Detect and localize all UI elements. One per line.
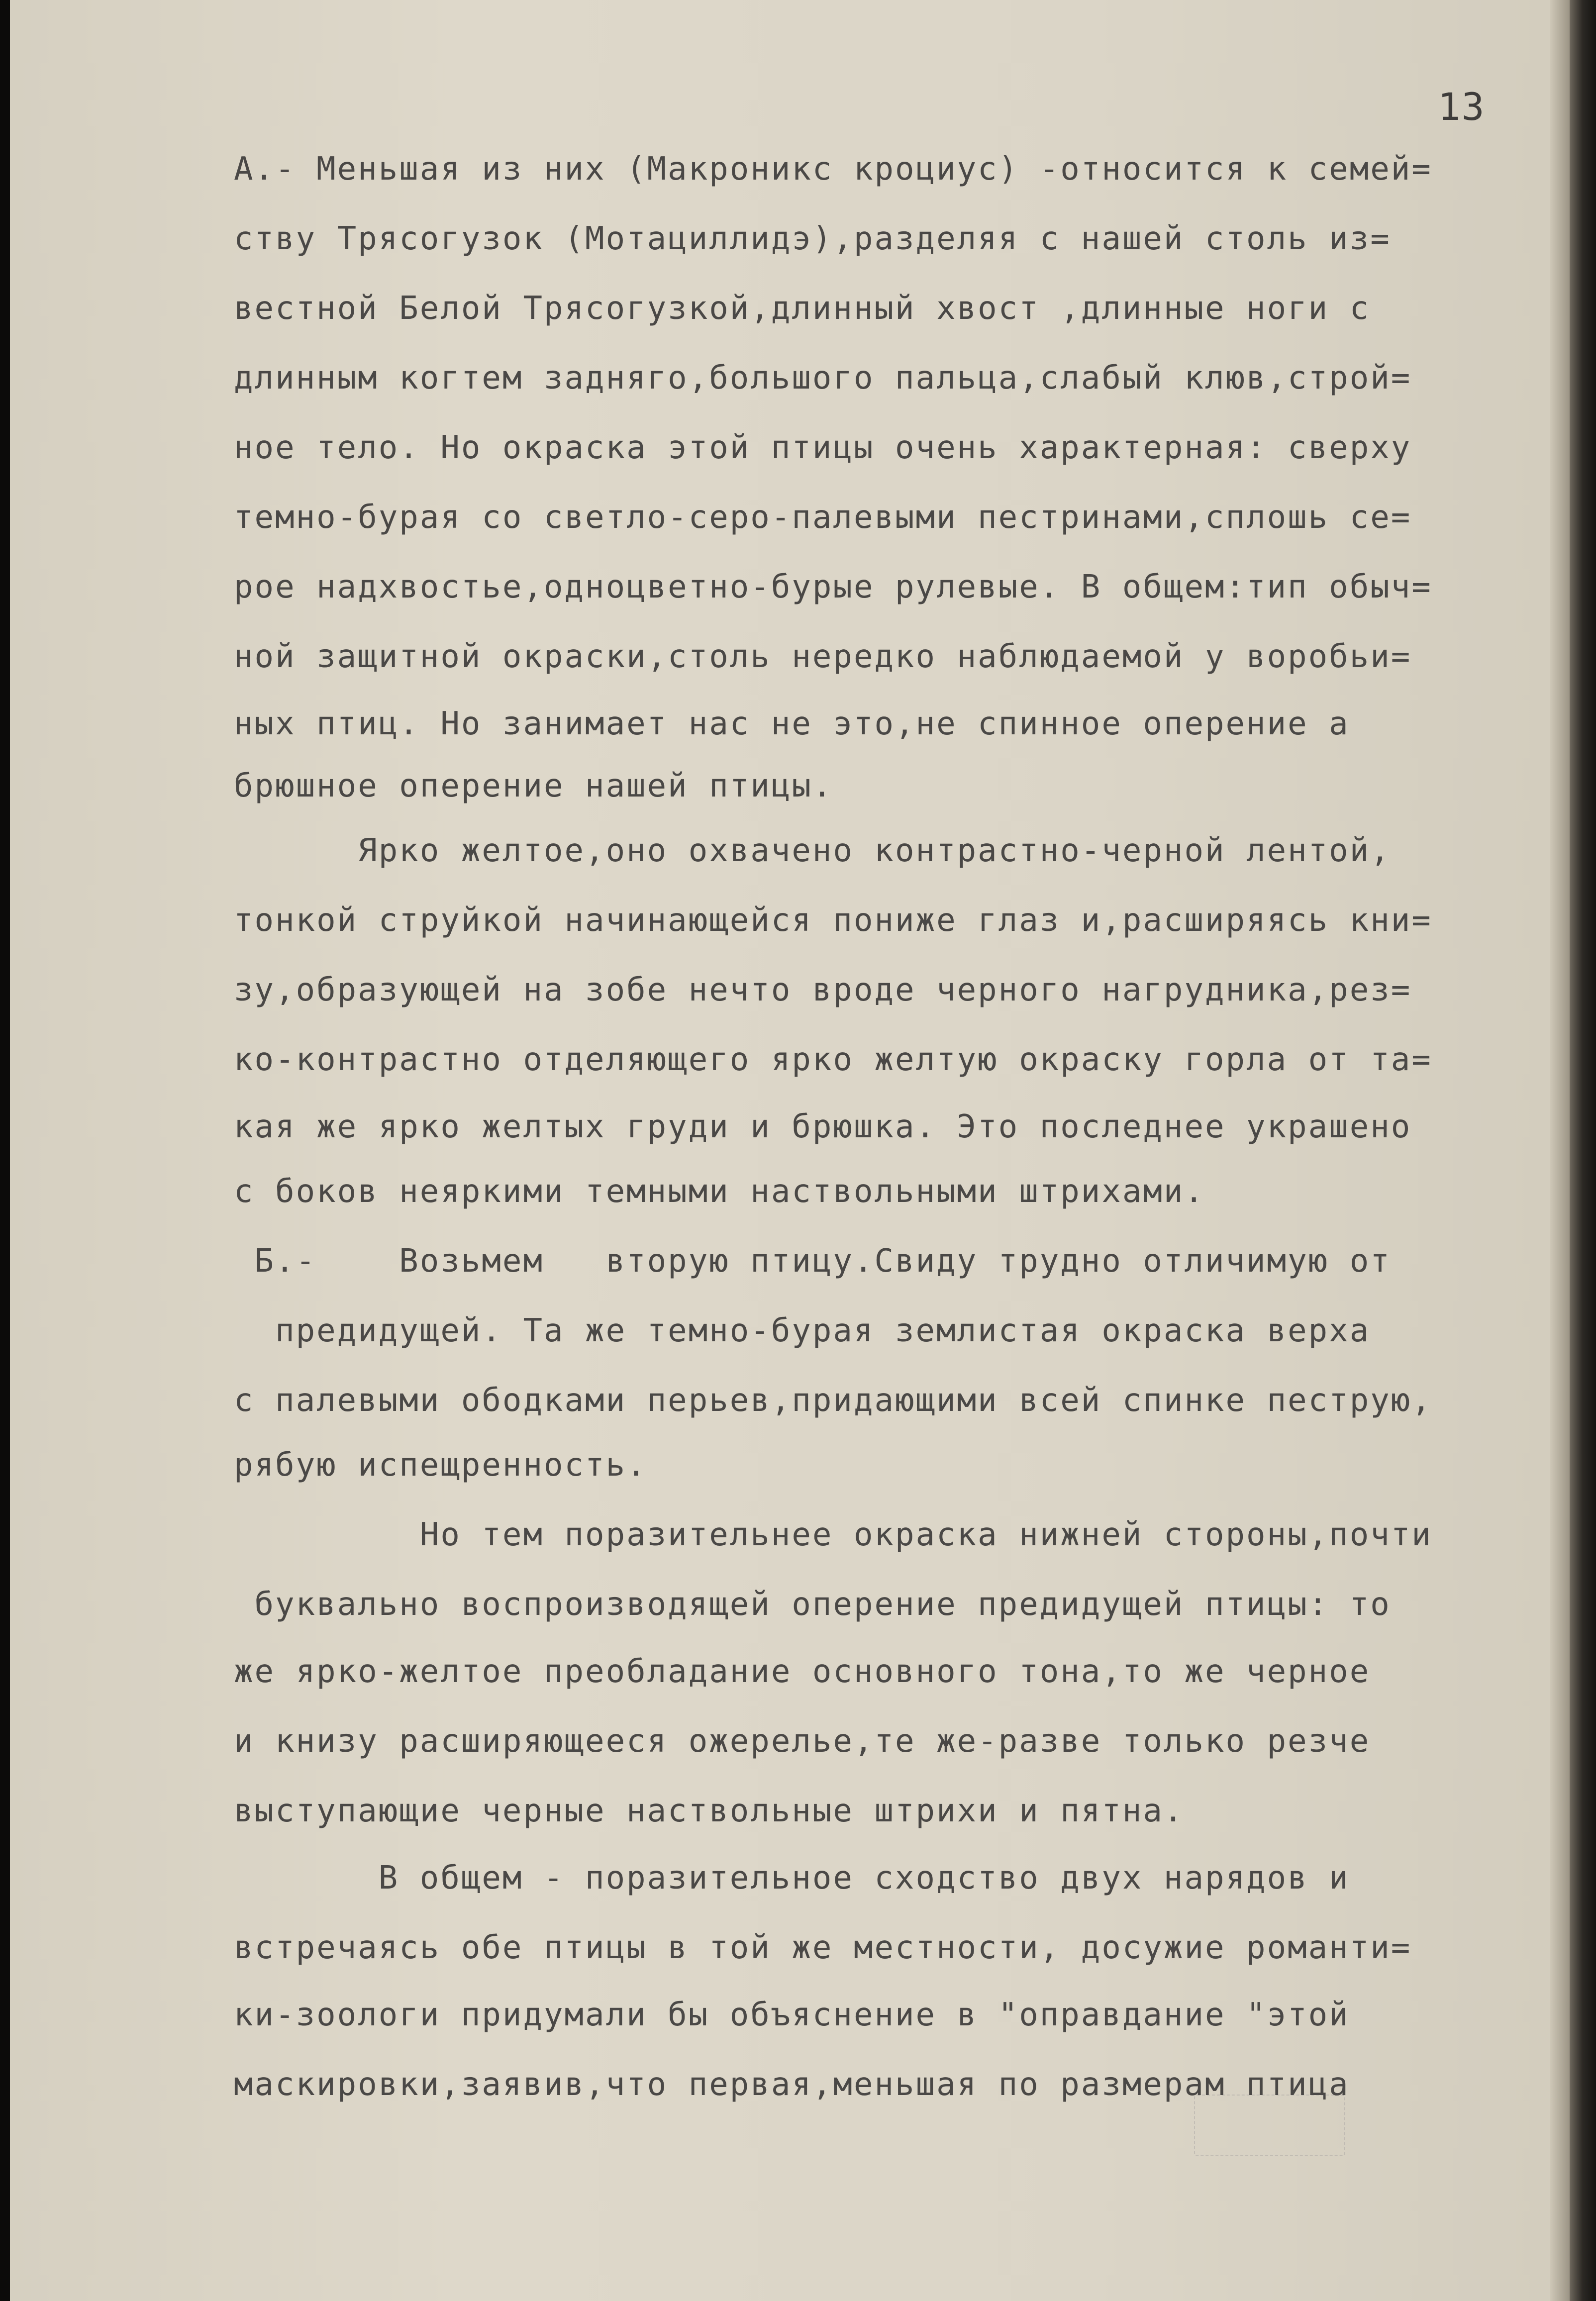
text-line: ству Трясогузок (Мотациллидэ),разделяя с нашей столь из= <box>234 220 1391 257</box>
text-line: с палевыми ободками перьев,придающими всей спинке пеструю, <box>234 1382 1432 1419</box>
scan-frame-right <box>1570 0 1596 2301</box>
text-line: рябую испещренность. <box>234 1447 647 1484</box>
text-line: зу,образующей на зобе нечто вроде черного нагрудника,рез= <box>234 972 1412 1008</box>
text-line: встречаясь обе птицы в той же местности, досужие романти= <box>234 1929 1412 1966</box>
text-line: кая же ярко желтых груди и брюшка. Это последнее украшено <box>234 1108 1412 1145</box>
text-line: предидущей. Та же темно-бурая землистая окраска верха <box>234 1312 1371 1349</box>
text-line: Ярко желтое,оно охвачено контрастно-черной лентой, <box>234 832 1391 869</box>
text-line: длинным когтем задняго,большого пальца,слабый клюв,строй= <box>234 360 1412 397</box>
text-line: А.- Меньшая из них (Макроникс кроциус) -относится к семей= <box>234 151 1432 188</box>
text-line: ко-контрастно отделяющего ярко желтую окраску горла от та= <box>234 1041 1432 1078</box>
text-line: В общем - поразительное сходство двух нарядов и <box>234 1860 1350 1897</box>
text-line: буквально воспроизводящей оперение предидущей птицы: то <box>234 1586 1391 1623</box>
text-line: ки-зоологи придумали бы объяснение в "оправдание "этой <box>234 1997 1350 2033</box>
archive-stamp <box>1194 2095 1345 2156</box>
text-line: с боков неяркими темными наствольными штрихами. <box>234 1173 1205 1210</box>
text-line: тонкой струйкой начинающейся пониже глаз и,расширяясь кни= <box>234 902 1432 939</box>
text-line: же ярко-желтое преобладание основного тона,то же черное <box>234 1653 1371 1690</box>
text-line: вестной Белой Трясогузкой,длинный хвост ,длинные ноги с <box>234 290 1371 327</box>
text-line: Б.- Возьмем вторую птицу.Свиду трудно отличимую от <box>234 1243 1391 1280</box>
scan-frame-left <box>0 0 10 2301</box>
text-line: ное тело. Но окраска этой птицы очень характерная: сверху <box>234 429 1412 466</box>
text-line: маскировки,заявив,что первая,меньшая по размерам птица <box>234 2066 1350 2103</box>
text-line: и книзу расширяющееся ожерелье,те же-разве только резче <box>234 1723 1371 1760</box>
text-line: Но тем поразительнее окраска нижней стороны,почти <box>234 1516 1432 1553</box>
text-line: выступающие черные наствольные штрихи и пятна. <box>234 1793 1185 1829</box>
page-number: 13 <box>1438 85 1486 129</box>
text-line: темно-бурая со светло-серо-палевыми пестринами,сплошь се= <box>234 499 1412 536</box>
page-edge <box>1550 0 1570 2301</box>
text-line: ных птиц. Но занимает нас не это,не спинное оперение а <box>234 705 1350 742</box>
text-line: ной защитной окраски,столь нередко наблюдаемой у воробьи= <box>234 638 1412 675</box>
text-line: брюшное оперение нашей птицы. <box>234 768 833 804</box>
text-line: рое надхвостье,одноцветно-бурые рулевые. В общем:тип обыч= <box>234 569 1432 605</box>
